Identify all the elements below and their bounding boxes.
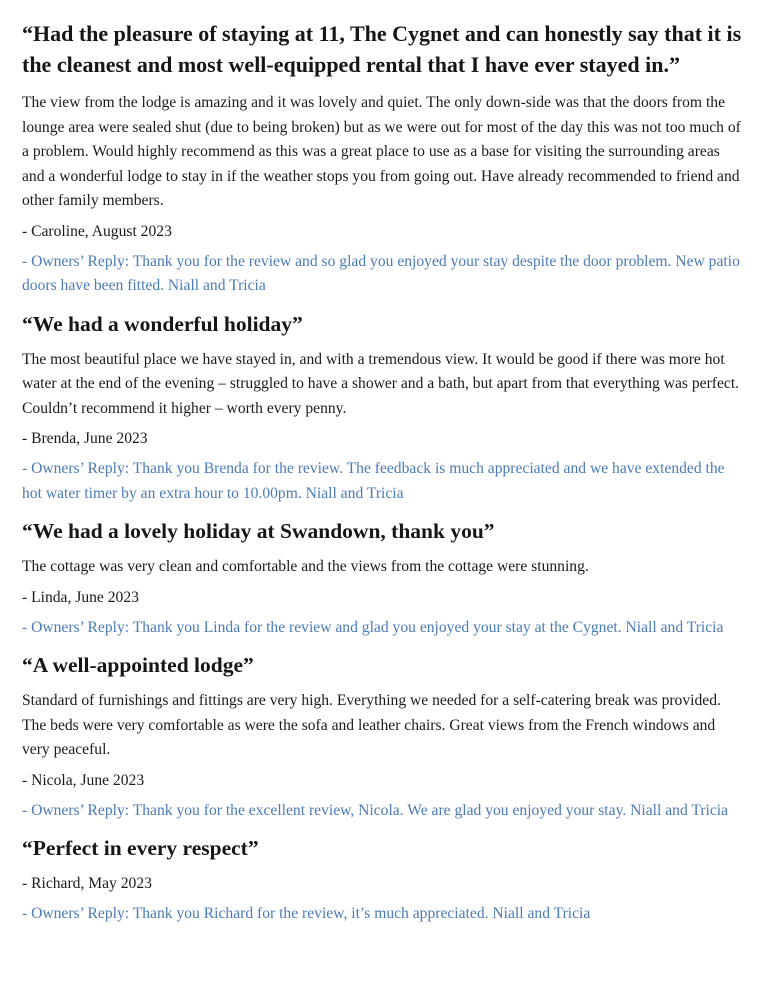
review-richard <box>22 833 742 927</box>
review-body: The most beautiful place we have stayed in, and with a tremendous view. It would be good if there was more hot water at the end of the evening – struggled to have a shower and a bath, but apart from that everything was perfect. Couldn’t recommend it higher – worth every penny. <box>22 350 740 417</box>
review-headline: “A well-appointed lodge” <box>22 653 254 677</box>
review-headline: “Perfect in every respect” <box>22 836 259 860</box>
review-body: The cottage was very clean and comfortable and the views from the cottage were stunning. <box>22 558 589 575</box>
review-author: - Brenda, June 2023 <box>22 430 148 447</box>
review-author: - Caroline, August 2023 <box>22 222 172 240</box>
owners-reply: - Owners’ Reply: Thank you for the excellent review, Nicola. We are glad you enjoyed your stay. Niall and Tricia <box>22 801 729 819</box>
review-body: The view from the lodge is amazing and it was lovely and quiet. The only down-side was that the doors from the lounge area were sealed shut (due to being broken) but as we were out for most of the day this was not too much of a problem. Would highly recommend as this was a great place to use as a base for visiting the surrounding areas and a wonderful lodge to stay in if the weather stops you from going out. Have already recommended to friend and other family members. <box>22 94 741 209</box>
review-linda <box>22 516 742 640</box>
review-headline: “We had a lovely holiday at Swandown, thank you” <box>22 519 495 543</box>
owners-reply: - Owners’ Reply: Thank you Richard for the review, it’s much appreciated. Niall and Tricia <box>22 905 591 922</box>
owners-reply: - Owners’ Reply: Thank you Brenda for the review. The feedback is much appreciated and we have extended the hot water timer by an extra hour to 10.00pm. Niall and Tricia <box>22 460 725 502</box>
review-brenda <box>22 309 742 507</box>
review-author: - Nicola, June 2023 <box>22 771 145 789</box>
owners-reply: - Owners’ Reply: Thank you Linda for the review and glad you enjoyed your stay at the Cygnet. Niall and Tricia <box>22 618 724 636</box>
review-author: - Linda, June 2023 <box>22 588 139 606</box>
review-caroline <box>22 18 742 299</box>
review-headline: “We had a wonderful holiday” <box>22 311 303 336</box>
review-headline: “Had the pleasure of staying at 11, The Cygnet and can honestly say that it is the cleanest and most well-equipped rental that I have ever stayed in.” <box>22 21 742 77</box>
review-author: - Richard, May 2023 <box>22 875 152 892</box>
review-nicola <box>22 650 742 823</box>
review-body: Standard of furnishings and fittings are very high. Everything we needed for a self-catering break was provided. The beds were very comfortable as were the sofa and leather chairs. Great views from the French windows and very peaceful. <box>22 692 721 758</box>
owners-reply: - Owners’ Reply: Thank you for the review and so glad you enjoyed your stay despite the door problem. New patio doors have been fitted. Niall and Tricia <box>22 252 740 294</box>
